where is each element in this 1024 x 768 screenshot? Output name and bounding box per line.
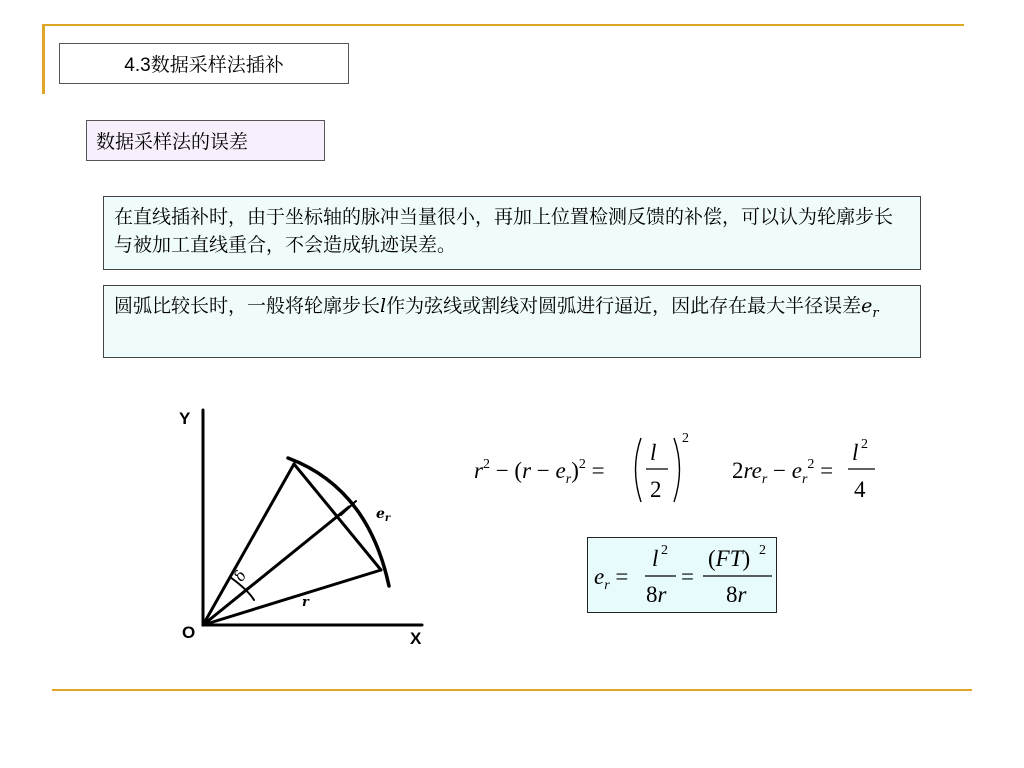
- paragraph-2-text-b: 作为弦线或割线对圆弧进行逼近，因此存在最大半径误差: [386, 295, 862, 317]
- formula-row-svg: [470, 426, 890, 518]
- svg-text:l: l: [650, 440, 657, 465]
- svg-text:l: l: [652, 546, 659, 571]
- arc-error-diagram: [170, 400, 460, 655]
- paragraph-2-symbol-e: e: [861, 295, 873, 317]
- section-subtitle: [86, 120, 325, 161]
- svg-text:er =: $e_r$ =: [594, 564, 629, 593]
- paragraph-linear-interpolation: [103, 196, 921, 270]
- svg-text:=: =: [681, 564, 694, 589]
- origin-label: O: [182, 623, 196, 642]
- radius-label: r: [302, 595, 309, 610]
- formula-3: [594, 543, 772, 607]
- svg-text:2: 2: [861, 437, 868, 452]
- chord: [294, 464, 381, 570]
- y-axis-label: Y: [179, 409, 191, 428]
- result-formula-box: [587, 537, 777, 613]
- paragraph-2-symbol-l: l: [380, 295, 387, 317]
- bottom-rule: [52, 689, 972, 691]
- svg-text:8r: 8r: [646, 582, 667, 607]
- left-rule: [42, 24, 45, 94]
- arc-error-diagram-svg: [170, 400, 460, 655]
- formula-row: [470, 426, 890, 518]
- svg-text:(FT): (FT): [708, 546, 751, 571]
- formula-1: [474, 431, 689, 502]
- error-label: $e_r$: [376, 506, 391, 524]
- paragraph-2-symbol-r: r: [872, 305, 879, 321]
- x-axis-label: X: [410, 629, 422, 648]
- svg-text:2: 2: [682, 431, 689, 446]
- paragraph-2-text-a: 圆弧比较长时，一般将轮廓步长: [114, 295, 381, 317]
- result-formula-svg: [588, 538, 776, 612]
- top-rule: [44, 24, 964, 26]
- svg-text:r2 − (r − er)2 =: $r^2 - (r - e_r)^2$ =: [474, 457, 605, 487]
- paragraph-1-text: 在直线插补时，由于坐标轴的脉冲当量很小，再加上位置检测反馈的补偿，可以认为轮廓步长与被加工直线重合，不会造成轨迹误差。: [114, 206, 894, 256]
- svg-text:l: l: [852, 440, 859, 465]
- svg-text:2: 2: [759, 543, 766, 558]
- svg-text:4: 4: [854, 477, 866, 502]
- paragraph-arc-interpolation: [103, 285, 921, 358]
- svg-text:2rer − er2 =: $2re_r - e_r^2$ =: [732, 457, 834, 487]
- section-subtitle-text: 数据采样法的误差: [96, 131, 249, 153]
- formula-2: [732, 437, 875, 502]
- svg-text:2: 2: [650, 477, 662, 502]
- slide-title: [59, 43, 349, 84]
- svg-text:8r: 8r: [726, 582, 747, 607]
- radius-line-2: [203, 507, 349, 625]
- svg-text:2: 2: [661, 543, 668, 558]
- angle-label: δ: [230, 567, 251, 585]
- slide-title-text: 4.3数据采样法插补: [124, 55, 284, 76]
